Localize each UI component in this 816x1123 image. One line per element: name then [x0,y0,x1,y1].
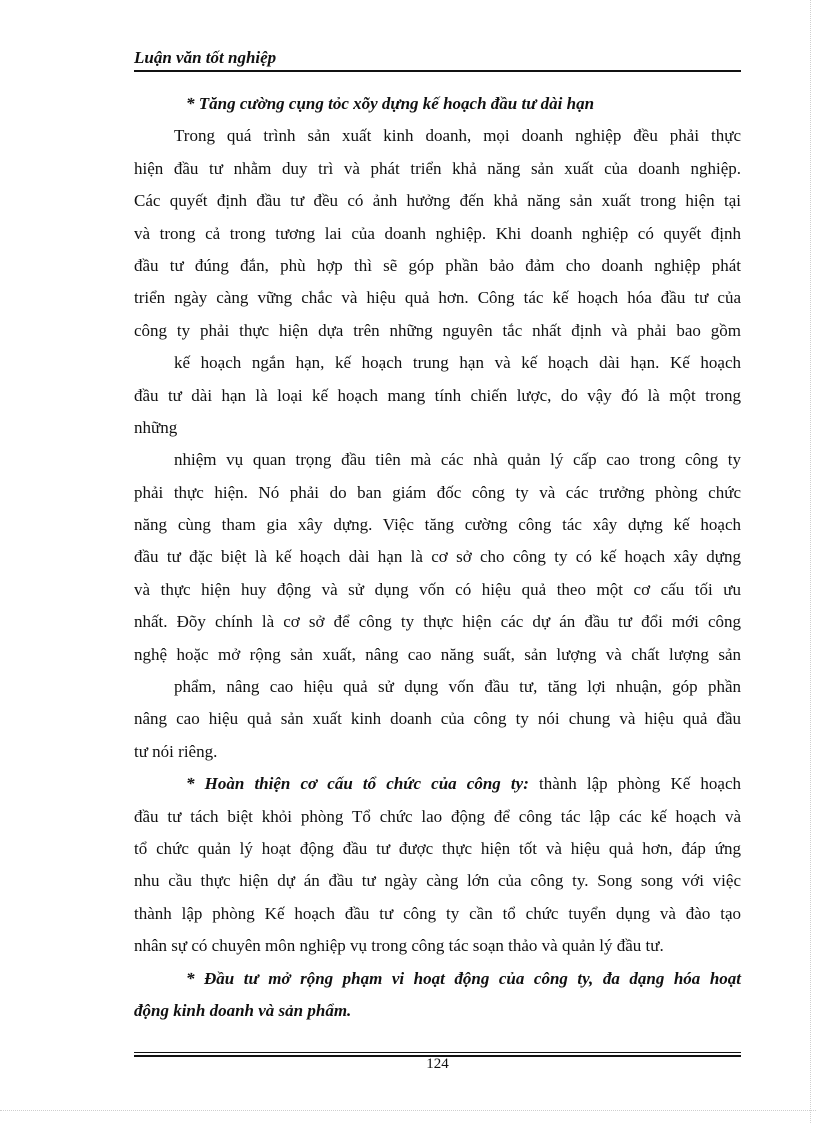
paragraph-line: đầu tư đặc biệt là kế hoạch dài hạn là cơ sở cho công ty có kế hoạch xây dựng [134,547,741,567]
header-rule [134,70,741,72]
page-edge-dotted [0,1110,816,1111]
paragraph-line: những [134,417,178,437]
paragraph-line: công ty phải thực hiện dựa trên những nguyên tắc nhất định và phải bao gồm [134,320,741,340]
paragraph-line: thành lập phòng Kế hoạch đầu tư công ty cần tổ chức tuyển dụng và đào tạo [134,903,741,923]
footer-rule [134,1052,741,1053]
paragraph-line: nhu cầu thực hiện dự án đầu tư ngày càng lớn của công ty. Song song với việc [134,871,741,891]
paragraph-line: đầu tư dài hạn là loại kế hoạch mang tính chiến lược, do vậy đó là một trong [134,385,741,405]
section-heading-diversify: * Đầu tư mở rộng phạm vi hoạt động của công ty, đa dạng hóa hoạt [186,968,741,988]
paragraph-line: tư nói riêng. [134,741,218,761]
paragraph-line: triển ngày càng vững chắc và hiệu quả hơn. Công tác kế hoạch hóa đầu tư của [134,288,741,308]
paragraph-line: nhiệm vụ quan trọng đầu tiên mà các nhà quản lý cấp cao trong công ty [174,450,741,470]
paragraph-line: Trong quá trình sản xuất kinh doanh, mọi doanh nghiệp đều phải thực [174,126,741,146]
paragraph-line: và trong cả trong tương lai của doanh nghiệp. Khi doanh nghiệp có quyết định [134,223,741,243]
section-heading-long-term-plan: * Tăng cường cụng tỏc xõy dựng kế hoạch đầu tư dài hạn [186,94,595,113]
paragraph-line: tổ chức quản lý hoạt động đầu tư được thực hiện tốt và hiệu quả hơn, đáp ứng [134,838,741,858]
paragraph-line: đầu tư tách biệt khỏi phòng Tổ chức lao động để công tác lập các kế hoạch và [134,806,741,826]
paragraph-line: nghệ hoặc mở rộng sản xuất, nâng cao năng suất, sản lượng và chất lượng sản [134,644,741,664]
page-edge-dotted-vertical [810,0,811,1123]
paragraph-line: đầu tư đúng đắn, phù hợp thì sẽ góp phần bảo đảm cho doanh nghiệp phát [134,255,741,275]
paragraph-line: Các quyết định đầu tư đều có ảnh hưởng đến khả năng sản xuất trong hiện tại [134,191,741,211]
paragraph-line: và thực hiện huy động và sử dụng vốn có hiệu quả theo một cơ cấu tối ưu [134,579,741,599]
section-heading-org-structure: * Hoàn thiện cơ cấu tổ chức của công ty: [186,774,529,794]
paragraph-line: phải thực hiện. Nó phải do ban giám đốc công ty và các trưởng phòng chức [134,482,741,502]
paragraph-line: phẩm, nâng cao hiệu quả sử dụng vốn đầu tư, tăng lợi nhuận, góp phần [174,677,741,697]
paragraph-line: năng cùng tham gia xây dựng. Việc tăng cường công tác xây dựng kế hoạch [134,515,741,535]
document-body [134,88,741,1027]
page-number: 124 [426,1056,449,1072]
paragraph-line [134,768,741,800]
paragraph-line: hiện đầu tư nhằm duy trì và phát triển khả năng sản xuất của doanh nghiệp. [134,158,741,178]
paragraph-line: nhân sự có chuyên môn nghiệp vụ trong công tác soạn thảo và quản lý đầu tư. [134,936,664,956]
section-heading-diversify-cont: động kinh doanh và sản phẩm. [134,1000,352,1020]
paragraph-line: kế hoạch ngắn hạn, kế hoạch trung hạn và kế hoạch dài hạn. Kế hoạch [174,353,741,373]
header-title: Luận văn tốt nghiệp [134,48,277,67]
paragraph-line: nhất. Đõy chính là cơ sở để công ty thực hiện các dự án đầu tư đổi mới công [134,612,741,632]
paragraph-line: nâng cao hiệu quả sản xuất kinh doanh của công ty nói chung và hiệu quả đầu [134,709,741,729]
paragraph-text: thành lập phòng Kế hoạch [539,774,741,794]
